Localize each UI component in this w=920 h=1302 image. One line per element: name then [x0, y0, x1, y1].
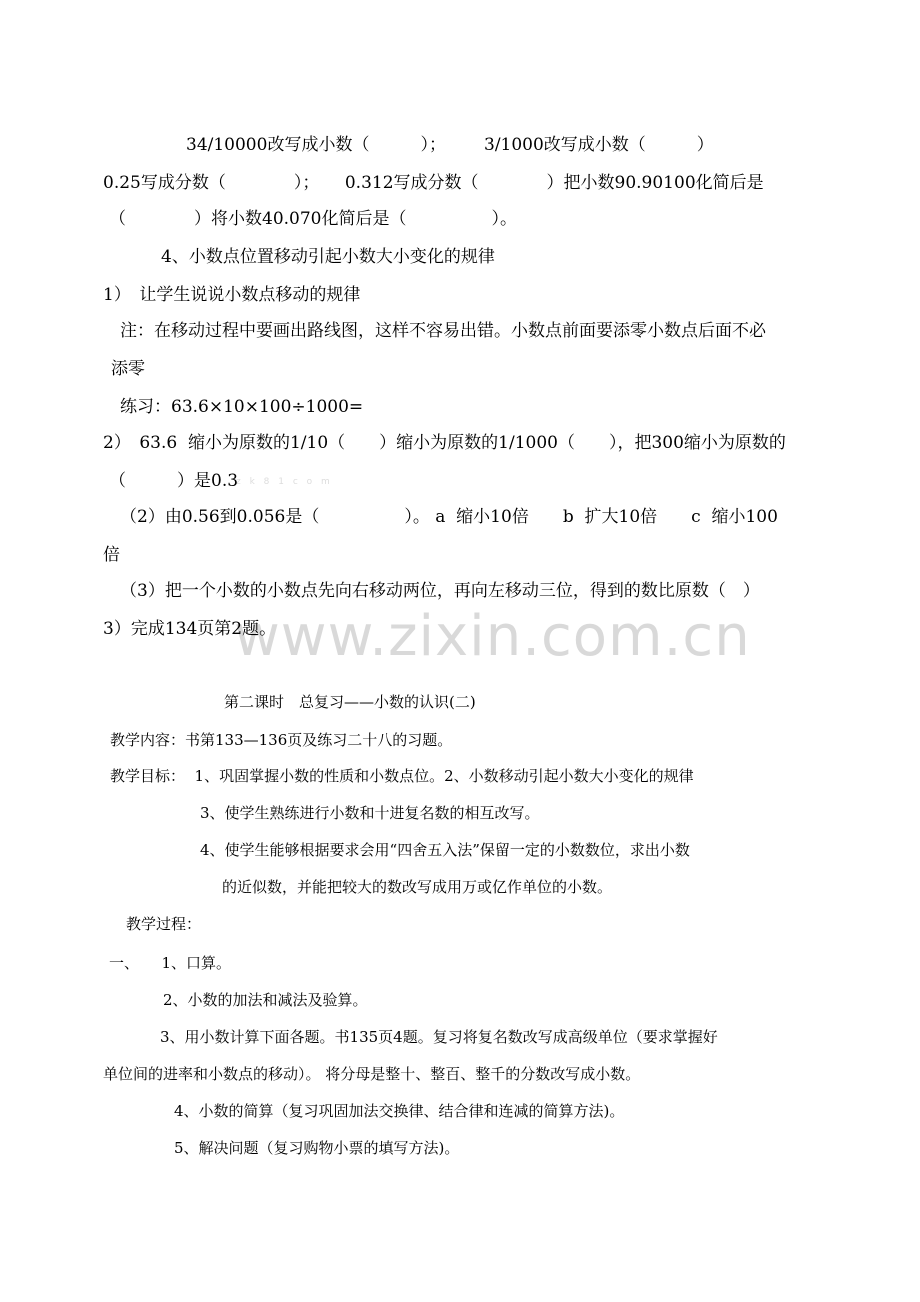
teaching-goal-4-cont: 的近似数，并能把较大的数改写成用万或亿作单位的小数。 [222, 878, 613, 896]
process-step-4: 4、小数的简算（复习巩固加法交换律、结合律和连减的简算方法)。 [174, 1102, 625, 1120]
teaching-content: 教学内容：书第133—136页及练习二十八的习题。 [110, 731, 453, 749]
watermark: www.zixin.com.cn [234, 604, 751, 669]
note-line-1: 注：在移动过程中要画出路线图，这样不容易出错。小数点前面要添零小数点后面不必 [120, 321, 766, 341]
process-step-2: 2、小数的加法和减法及验算。 [163, 991, 368, 1009]
item-2-sub-2: （2）由0.56到0.056是（ ）。 a 缩小10倍 b 扩大10倍 c 缩小100 [120, 507, 778, 527]
teaching-goal-3: 3、使学生熟练进行小数和十进复名数的相互改写。 [200, 804, 540, 822]
item-2-line-2: （ ）是0.3 [109, 471, 239, 491]
exercise-line-1a: 34/10000改写成小数（ ）； [186, 135, 446, 155]
process-step-5: 5、解决问题（复习购物小票的填写方法)。 [174, 1139, 460, 1157]
faint-watermark: z k 8 1 c o m [236, 477, 333, 487]
exercise-line-3: （ ）将小数40.070化简后是（ ）。 [109, 209, 517, 229]
practice-line: 练习：63.6×10×100÷1000= [120, 397, 364, 417]
item-3: 3）完成134页第2题。 [103, 619, 277, 639]
note-line-2: 添零 [111, 359, 145, 379]
process-step-3-cont: 单位间的进率和小数点的移动）。 将分母是整十、整百、整千的分数改写成小数。 [103, 1065, 641, 1083]
item-2-sub-3: （3）把一个小数的小数点先向右移动两位，再向左移动三位，得到的数比原数（ ） [120, 581, 760, 601]
exercise-line-1b: 3/1000改写成小数（ ） [484, 135, 714, 155]
teaching-process-heading: 教学过程： [126, 915, 202, 933]
exercise-line-2: 0.25写成分数（ ）； 0.312写成分数（ ）把小数90.90100化简后是 [103, 173, 764, 193]
item-1: 1） 让学生说说小数点移动的规律 [103, 285, 361, 305]
teaching-goal-4: 4、使学生能够根据要求会用“四舍五入法”保留一定的小数数位，求出小数 [200, 841, 690, 859]
lesson-title: 第二课时 总复习——小数的认识(二) [224, 693, 476, 711]
process-step-1: 一、 1、口算。 [109, 954, 232, 972]
teaching-goal-1: 教学目标： 1、巩固掌握小数的性质和小数点位。2、小数移动引起小数大小变化的规律 [110, 767, 694, 785]
item-2-sub-2-cont: 倍 [103, 545, 120, 565]
process-step-3: 3、用小数计算下面各题。书135页4题。复习将复名数改写成高级单位（要求掌握好 [160, 1028, 718, 1046]
section-heading-4: 4、小数点位置移动引起小数大小变化的规律 [161, 247, 495, 267]
item-2-line-1: 2） 63.6 缩小为原数的1/10（ ）缩小为原数的1/1000（ ），把300缩小为原数的 [103, 433, 786, 453]
